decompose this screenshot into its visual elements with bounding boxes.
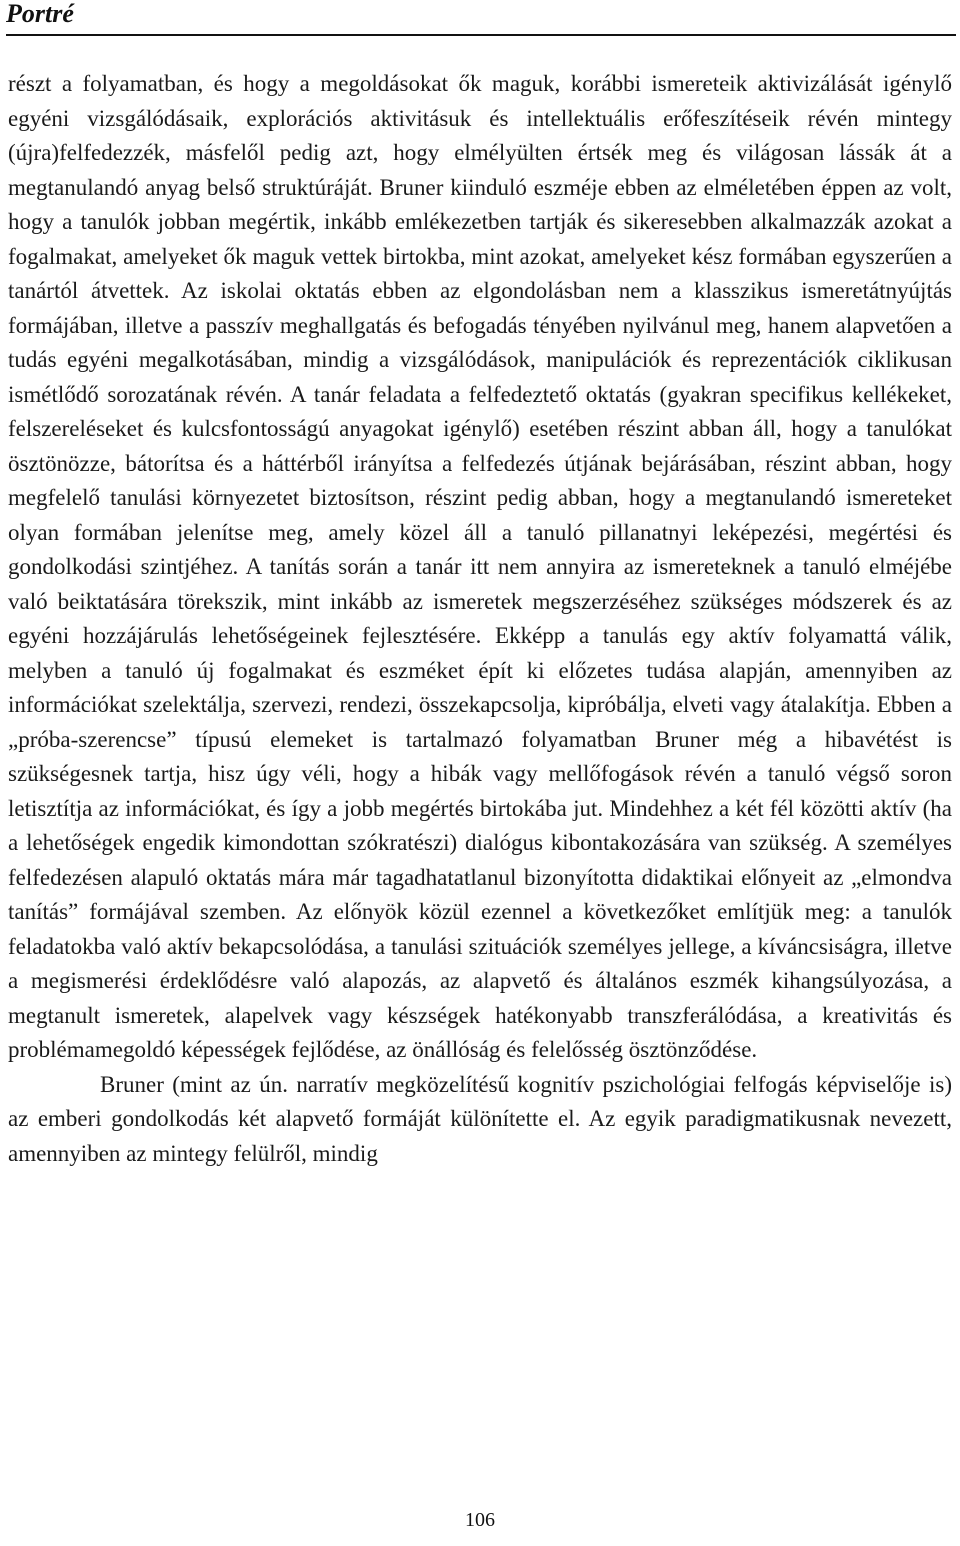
header-rule — [6, 34, 956, 36]
running-head: Portré — [6, 0, 74, 28]
paragraph: Bruner (mint az ún. narratív megközelítésű kognitív pszichológiai felfogás képviselője is) az emberi gondolkodás két alapvető formáját különítette el. Az egyik paradigmatikusnak nevezett, amennyiben az mintegy felülről, mindig — [8, 1071, 952, 1166]
paragraph: részt a folyamatban, és hogy a megoldásokat ők maguk, korábbi ismereteik aktivizálását igénylő egyéni vizsgálódásaik, explorációs aktivitásuk és intellektuális erőfeszítéseik révén mintegy (újra)felfedezzék, másfelől pedig azt, hogy elmélyülten értsék meg és világosan lássák át a megtanulandó anyag belső struktúráját. Bruner kiinduló eszméje ebben az elméletében éppen az volt, hogy a tanulók jobban megértik, inkább emlékezetben tartják és sikeresebben alkalmazzák azokat a fogalmakat, amelyeket ők maguk vettek birtokba, mint azokat, amelyeket kész formában egyszerűen a tanártól átvettek. Az iskolai oktatás ebben az elgondolásban nem a klasszikus ismeretátnyújtás formájában, illetve a passzív meghallgatás és befogadás tényében nyilvánul meg, hanem alapvetően a tudás egyéni megalkotásában, mindig a vizsgálódások, manipulációk és reprezentációk ciklikusan ismétlődő sorozatának révén. A tanár feladata a felfedeztető oktatás (gyakran specifikus kellékeket, felszereléseket és kulcsfontosságú anyagokat igénylő) esetében részint abban áll, hogy a tanulókat ösztönözze, bátorítsa és a háttérből irányítsa a felfedezés útjának bejárásában, részint abban, hogy megfelelő tanulási környezetet biztosítson, részint pedig abban, hogy a megtanulandó ismereteket olyan formában jelenítse meg, amely közel áll a tanuló pillanatnyi leképezési, megértési és gondolkodási szintjéhez. A tanítás során a tanár itt nem annyira az ismereteknek a tanuló elméjébe való beiktatására törekszik, mint inkább az ismeretek megszerzéséhez szükséges módszerek és az egyéni hozzájárulás lehetőségeinek fejlesztésére. Ekképp a tanulás egy aktív folyamattá válik, melyben a tanuló új fogalmakat és eszméket épít ki előzetes tudása alapján, amennyiben az információkat szelektálja, szervezi, rendezi, összekapcsolja, kipróbálja, elveti vagy átalakítja. Ebben a „próba-szerencse” típusú elemeket is tartalmazó folyamatban Bruner még a hibavétést is szükségesnek tartja, hisz úgy véli, hogy a hibák vagy mellőfogások révén a tanuló végső soron letisztítja az információkat, és így a jobb megértés birtokába jut. Mindehhez a két fél közötti aktív (ha a lehetőségek engedik kimondottan szókratészi) dialógus kibontakozására van szükség. A személyes felfedezésen alapuló oktatás mára már tagadhatatlanul bizonyította didaktikai előnyeit az „elmondva tanítás” formájával szemben. Az előnyök közül ezennel a következőket említjük meg: a tanulók feladatokba való aktív bekapcsolódása, a tanulási szituációk személyes jellege, a kíváncsiságra, illetve a megismerési érdeklődésre való alapozás, az alapvető és általános eszmék kihangsúlyozása, a megtanult ismeretek, alapelvek vagy készségek hatékonyabb transzferálódása, a kreativitás és problémamegoldó képességek fejlődése, az önállóság és felelősség ösztönződése. — [8, 71, 952, 1062]
page-number: 106 — [465, 1509, 495, 1531]
body-text — [8, 67, 952, 1171]
